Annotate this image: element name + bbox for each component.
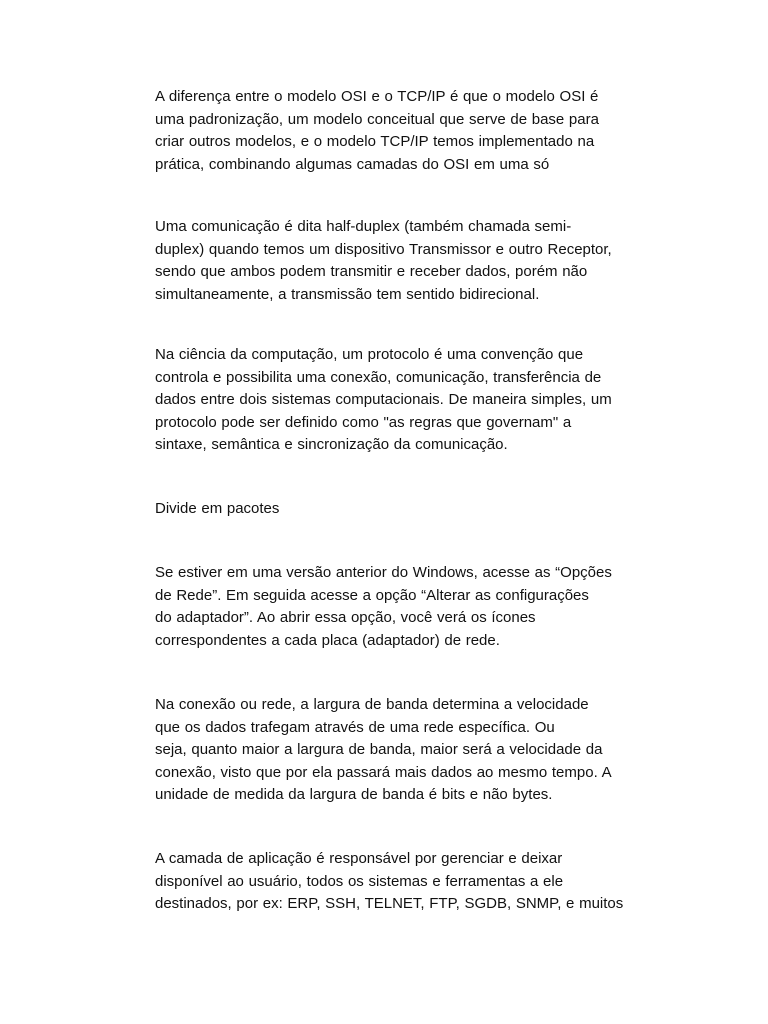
paragraph-application-layer: A camada de aplicação é responsável por gerenciar e deixar disponível ao usuário, todos os sistemas e ferramentas a ele destinados, por ex: ERP, SSH, TELNET, FTP, SGDB, SNMP, e muitos [155,850,624,912]
paragraph-windows-network-options: Se estiver em uma versão anterior do Windows, acesse as “Opções de Rede”. Em seguida acesse a opção “Alterar as configurações do adaptador”. Ao abrir essa opção, você verá os ícones correspondentes a cada placa (adaptador) de rede. [155,564,612,649]
paragraph-packets: Divide em pacotes [155,500,280,517]
paragraph-protocol-definition: Na ciência da computação, um protocolo é uma convenção que controla e possibilita uma conexão, comunicação, transferência de dados entre dois sistemas computacionais. De maneira simples, um protocolo pode ser definido como "as regras que governam" a sintaxe, semântica e sincronização da comunicação. [155,346,612,453]
paragraph-osi-vs-tcpip: A diferença entre o modelo OSI e o TCP/IP é que o modelo OSI é uma padronização, um modelo conceitual que serve de base para criar outros modelos, e o modelo TCP/IP temos implementado na prática, combinando algumas camadas do OSI em uma só [155,88,599,173]
paragraph-half-duplex: Uma comunicação é dita half-duplex (também chamada semi- duplex) quando temos um dispositivo Transmissor e outro Receptor, sendo que ambos podem transmitir e receber dados, porém não simultaneamente, a transmissão tem sentido bidirecional. [155,218,612,303]
paragraph-bandwidth: Na conexão ou rede, a largura de banda determina a velocidade que os dados trafegam através de uma rede específica. Ou seja, quanto maior a largura de banda, maior será a velocidade da conexão, visto que por ela passará mais dados ao mesmo tempo. A unidade de medida da largura de banda é bits e não bytes. [155,696,612,803]
